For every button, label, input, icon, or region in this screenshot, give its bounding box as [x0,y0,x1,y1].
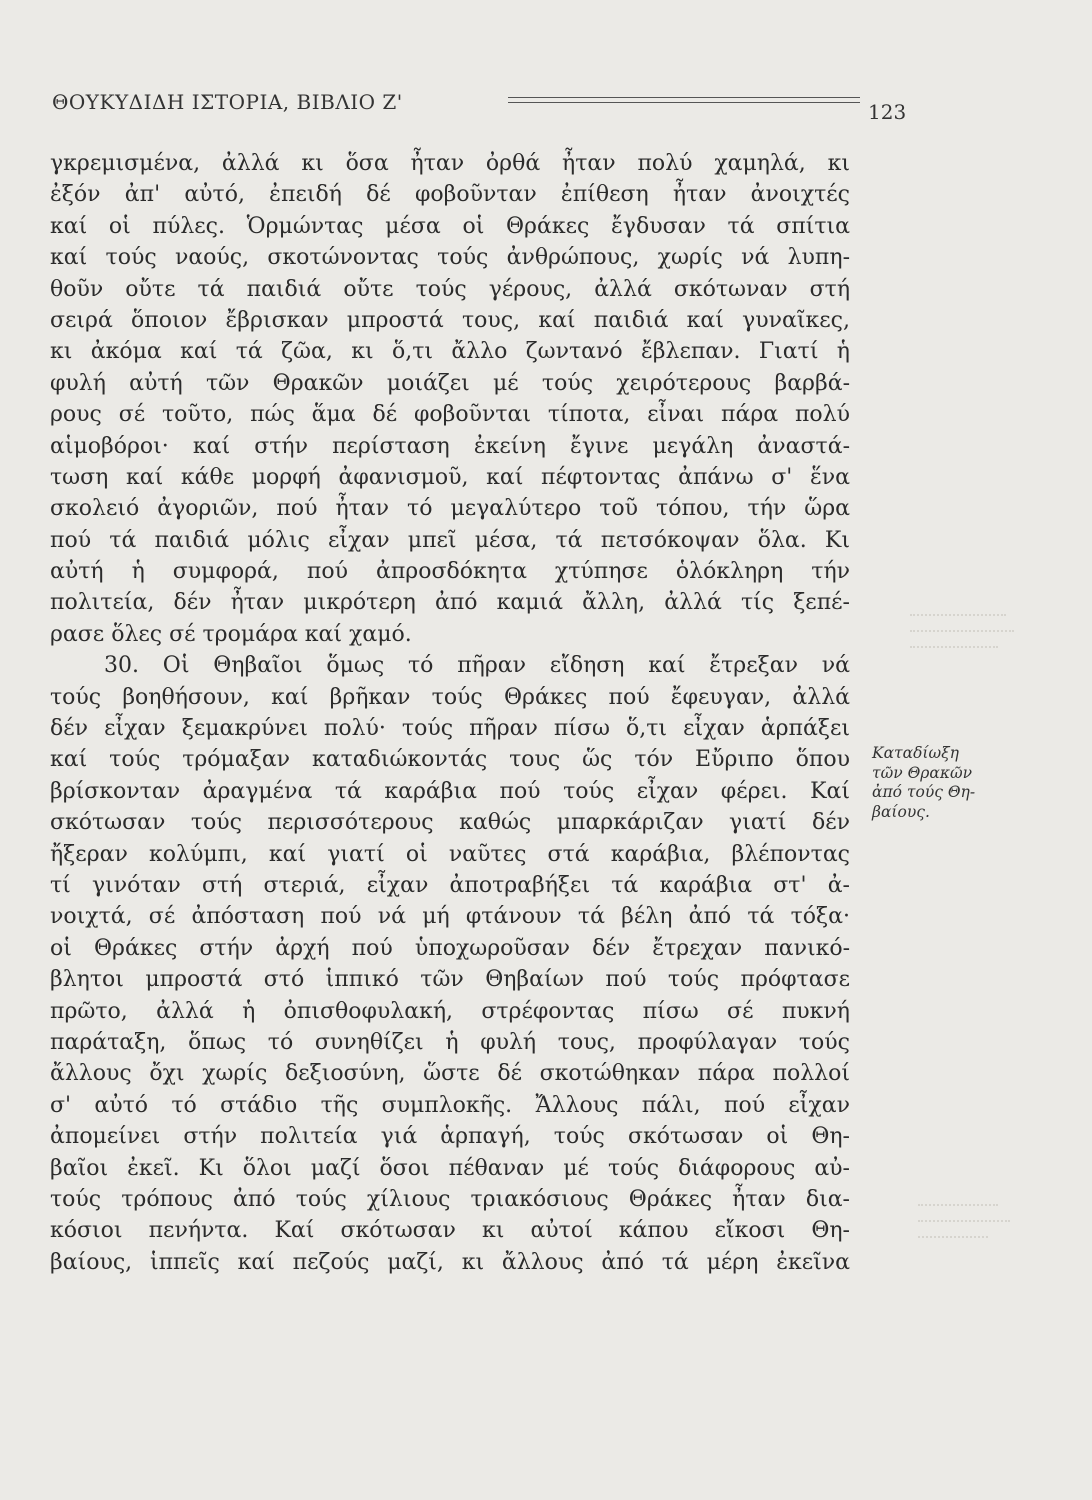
text-line: σειρά ὅποιον ἔβρισκαν μπροστά τους, καί παιδιά καί γυναῖκες, [50,307,850,333]
paragraph-end-line: ρασε ὅλες σέ τρομάρα καί χαμό. [50,621,412,647]
text-line: σκολειό ἀγοριῶν, πού ἦταν τό μεγαλύτερο τοῦ τόπου, τήν ὥρα [50,496,850,522]
text-line: κόσιοι πενήντα. Καί σκότωσαν κι αὐτοί κάπου εἴκοσι Θη- [50,1218,850,1244]
text-line: παράταξη, ὅπως τό συνηθίζει ἡ φυλή τους, προφύλαγαν τούς [50,1029,850,1055]
text-line: βρίσκονταν ἀραγμένα τά καράβια πού τούς εἶχαν φέρει. Καί [50,778,850,804]
margin-note-line: τῶν Θρακῶν [872,763,973,782]
text-line: σκότωσαν τούς περισσότερους καθώς μπαρκάριζαν γιατί δέν [50,810,850,836]
text-line: σ' αὐτό τό στάδιο τῆς συμπλοκῆς. Ἄλλους πάλι, πού εἶχαν [50,1092,850,1118]
text-line: ρους σέ τοῦτο, πώς ἅμα δέ φοβοῦνται τίποτα, εἶναι πάρα πολύ [50,402,850,428]
text-line: φυλή αὐτή τῶν Θρακῶν μοιάζει μέ τούς χειρότερους βαρβά- [50,370,850,396]
text-line: γκρεμισμένα, ἀλλά κι ὅσα ἦταν ὀρθά ἦταν πολύ χαμηλά, κι [50,151,850,176]
text-line: τί γινόταν στή στεριά, εἶχαν ἀποτραβήξει τά καράβια στ' ἀ- [50,872,850,898]
running-title: ΘΟΥΚΥΔΙΔΗ ΙΣΤΟΡΙΑ, ΒΙΒΛΙΟ Ζ' [52,90,403,114]
margin-note-line: ἀπό τούς Θη- [872,783,976,801]
text-line: νοιχτά, σέ ἀπόσταση πού νά μή φτάνουν τά βέλη ἀπό τά τόξα· [50,904,850,930]
text-line: πού τά παιδιά μόλις εἶχαν μπεῖ μέσα, τά πετσόκοψαν ὅλα. Κι [50,527,850,553]
header-rule [508,97,860,103]
text-line: ἐξόν ἀπ' αὐτό, ἐπειδή δέ φοβοῦνταν ἐπίθεση ἦταν ἀνοιχτές [50,182,850,208]
text-line: βαίους, ἱππεῖς καί πεζούς μαζί, κι ἄλλους ἀπό τά μέρη ἐκεῖνα [50,1249,850,1275]
text-line: πολιτεία, δέν ἦταν μικρότερη ἀπό καμιά ἄλλη, ἀλλά τίς ξεπέ- [50,590,850,616]
running-header [52,80,907,124]
margin-note [872,744,982,822]
text-line: τούς βοηθήσουν, καί βρῆκαν τούς Θράκες πού ἔφευγαν, ἀλλά [50,684,850,710]
text-line: θοῦν οὔτε τά παιδιά οὔτε τούς γέρους, ἀλλά σκότωναν στή [50,276,850,302]
show-through-mark [918,1190,1028,1238]
text-line: ἀπομείνει στήν πολιτεία γιά ἁρπαγή, τούς σκότωσαν οἱ Θη- [50,1124,850,1150]
margin-note-line: βαίους. [872,802,930,821]
text-line: τωση καί κάθε μορφή ἀφανισμοῦ, καί πέφτοντας ἀπάνω σ' ἕνα [50,464,850,490]
chapter-start-line: 30. Οἱ Θηβαῖοι ὅμως τό πῆραν εἴδηση καί ἔτρεξαν νά [104,653,850,679]
text-line: καί τούς ναούς, σκοτώνοντας τούς ἀνθρώπους, χωρίς νά λυπη- [50,245,850,271]
text-line: πρῶτο, ἀλλά ἡ ὀπισθοφυλακή, στρέφοντας πίσω σέ πυκνή [50,998,850,1024]
text-line: βαῖοι ἐκεῖ. Κι ὅλοι μαζί ὅσοι πέθαναν μέ τούς διάφορους αὐ- [50,1155,850,1181]
show-through-mark [910,600,1020,648]
text-line: κι ἀκόμα καί τά ζῶα, κι ὅ,τι ἄλλο ζωντανό ἔβλεπαν. Γιατί ἡ [50,339,850,365]
text-line: δέν εἶχαν ξεμακρύνει πολύ· τούς πῆραν πίσω ὅ,τι εἶχαν ἁρπάξει [50,716,850,742]
text-line: τούς τρόπους ἀπό τούς χίλιους τριακόσιους Θράκες ἦταν δια- [50,1186,850,1212]
text-line: αἱμοβόροι· καί στήν περίσταση ἐκείνη ἔγινε μεγάλη ἀναστά- [50,433,850,459]
body-text [50,148,850,1278]
page-number: 123 [868,100,907,124]
text-line: οἱ Θράκες στήν ἀρχή πού ὑποχωροῦσαν δέν ἔτρεχαν πανικό- [50,935,850,961]
text-line: βλητοι μπροστά στό ἱππικό τῶν Θηβαίων πού τούς πρόφτασε [50,967,850,993]
margin-note-line: Καταδίωξη [872,744,959,762]
text-line: καί οἱ πύλες. Ὁρμώντας μέσα οἱ Θράκες ἔγδυσαν τά σπίτια [50,213,850,239]
text-line: ἄλλους ὄχι χωρίς δεξιοσύνη, ὥστε δέ σκοτώθηκαν πάρα πολλοί [50,1061,850,1087]
text-line: καί τούς τρόμαξαν καταδιώκοντάς τους ὥς τόν Εὔριπο ὅπου [50,747,850,773]
text-line: αὐτή ἡ συμφορά, πού ἀπροσδόκητα χτύπησε ὁλόκληρη τήν [50,559,850,585]
text-line: ἤξεραν κολύμπι, καί γιατί οἱ ναῦτες στά καράβια, βλέποντας [50,841,850,867]
